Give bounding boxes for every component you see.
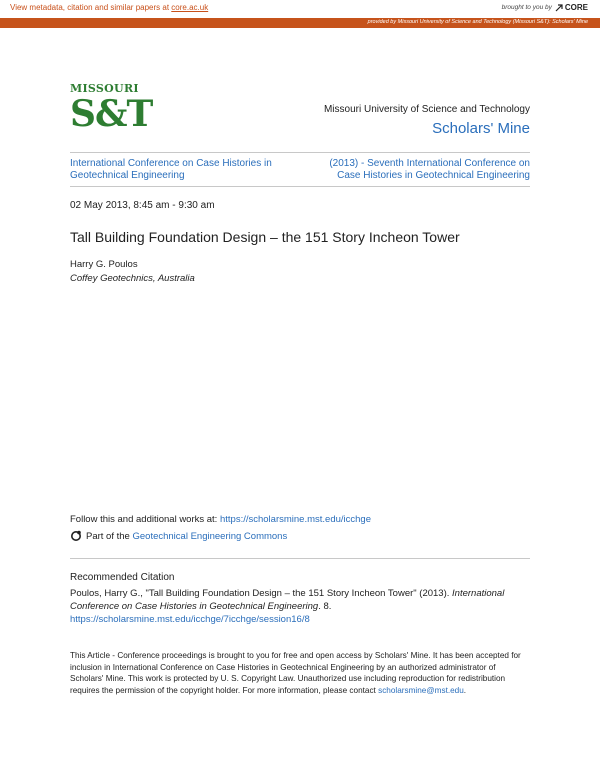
core-metadata-text (10, 3, 208, 12)
core-banner (0, 0, 600, 18)
citation-url-link[interactable]: https://scholarsmine.mst.edu/icchge/7icchge/session16/8 (70, 614, 310, 625)
repository-link[interactable]: Scholars' Mine (432, 120, 530, 137)
divider-links (70, 186, 530, 187)
logo-missouri-text: MISSOURI (70, 82, 139, 95)
core-logo[interactable] (555, 3, 588, 12)
citation-number: . 8. (318, 601, 332, 612)
divider-citation (70, 558, 530, 559)
provided-by-text: provided by Missouri University of Science and Technology (Missouri S&T): Scholars' Mine (367, 19, 588, 25)
access-notice (70, 650, 530, 696)
recommended-citation-heading: Recommended Citation (70, 572, 175, 583)
core-logo-text: CORE (564, 3, 588, 12)
conference-edition-link[interactable]: (2013) - Seventh International Conference on Case Histories in Geotechnical Engineering (329, 158, 530, 181)
logo-st-text: S&T (70, 93, 153, 135)
follow-label: Follow this and additional works at: (70, 514, 220, 525)
recommended-citation (70, 587, 530, 626)
core-metadata-label: View metadata, citation and similar papers at (10, 3, 172, 12)
commons-icon (70, 530, 82, 542)
follow-line (70, 514, 371, 525)
paper-date: 02 May 2013, 8:45 am - 9:30 am (70, 200, 215, 211)
paper-author: Harry G. Poulos (70, 259, 138, 270)
part-of-label: Part of the (86, 530, 133, 542)
brought-by-label: brought to you by (501, 4, 552, 11)
core-link[interactable]: core.ac.uk (171, 3, 209, 12)
contact-email-link[interactable]: scholarsmine@mst.edu (378, 685, 464, 695)
divider-top (70, 152, 530, 153)
notice-end: . (463, 685, 467, 695)
collection-links (70, 158, 530, 182)
author-affiliation: Coffey Geotechnics, Australia (70, 273, 195, 284)
paper-title: Tall Building Foundation Design – the 151 Story Incheon Tower (70, 229, 460, 245)
follow-url-link[interactable]: https://scholarsmine.mst.edu/icchge (219, 514, 371, 525)
citation-text: Poulos, Harry G., "Tall Building Foundation Design – the 151 Story Incheon Tower" (2013). (70, 588, 453, 599)
part-of-line (70, 530, 287, 542)
notice-text: This Article - Conference proceedings is brought to you for free and open access by Scholars' Mine. It has been accepted for inclusion in International Conference on Case Histories in Geotechnical Engineering by an authorized administrator of Scholars' Mine. This work is protected by U. S. Copyright Law. Unauthorized use including reproduction for redistribution requires the permission of the copyright holder. For more information, please contact (70, 651, 521, 695)
conference-series-link[interactable]: International Conference on Case Histories in Geotechnical Engineering (70, 158, 272, 181)
institution-block (324, 104, 530, 137)
commons-link[interactable]: Geotechnical Engineering Commons (132, 530, 288, 542)
institution-name: Missouri University of Science and Technology (323, 104, 530, 115)
core-brought-by (502, 3, 588, 12)
provided-by-strip (0, 18, 600, 28)
core-logo-icon (555, 4, 563, 12)
missouri-st-logo (70, 82, 153, 135)
citation-conference: International Conference on Case Histories in Geotechnical Engineering (70, 588, 505, 612)
